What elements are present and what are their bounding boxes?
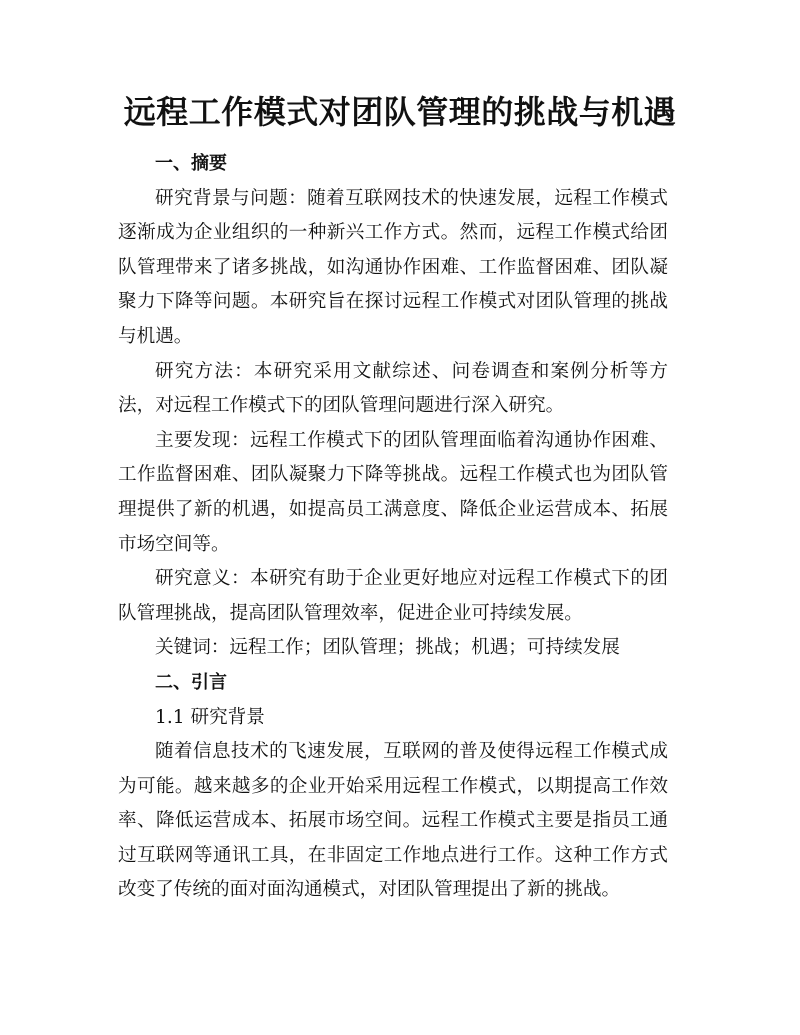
abstract-background-paragraph: 研究背景与问题：随着互联网技术的快速发展，远程工作模式逐渐成为企业组织的一种新兴工作方式。然而，远程工作模式给团队管理带来了诸多挑战，如沟通协作困难、工作监督困难、团队凝聚力下降等问题。本研究旨在探讨远程工作模式对团队管理的挑战与机遇。 (118, 187, 668, 347)
keywords-line: 关键词：远程工作；团队管理；挑战；机遇；可持续发展 (155, 637, 620, 659)
abstract-significance-paragraph: 研究意义：本研究有助于企业更好地应对远程工作模式下的团队管理挑战，提高团队管理效率，促进企业可持续发展。 (118, 568, 668, 624)
section-heading-introduction: 二、引言 (155, 671, 227, 693)
subsection-heading-background: 1.1 研究背景 (155, 706, 265, 728)
document-title: 远程工作模式对团队管理的挑战与机遇 (123, 93, 677, 131)
document-body (118, 147, 668, 908)
abstract-findings-paragraph: 主要发现：远程工作模式下的团队管理面临着沟通协作困难、工作监督困难、团队凝聚力下降等挑战。远程工作模式也为团队管理提供了新的机遇，如提高员工满意度、降低企业运营成本、拓展市场空间等。 (118, 429, 668, 555)
abstract-method-paragraph: 研究方法：本研究采用文献综述、问卷调查和案例分析等方法，对远程工作模式下的团队管理问题进行深入研究。 (118, 360, 668, 417)
introduction-paragraph: 随着信息技术的飞速发展，互联网的普及使得远程工作模式成为可能。越来越多的企业开始采用远程工作模式，以期提高工作效率、降低运营成本、拓展市场空间。远程工作模式主要是指员工通过互联网等通讯工具，在非固定工作地点进行工作。这种工作方式改变了传统的面对面沟通模式，对团队管理提出了新的挑战。 (118, 741, 668, 901)
section-heading-abstract: 一、摘要 (155, 153, 227, 174)
